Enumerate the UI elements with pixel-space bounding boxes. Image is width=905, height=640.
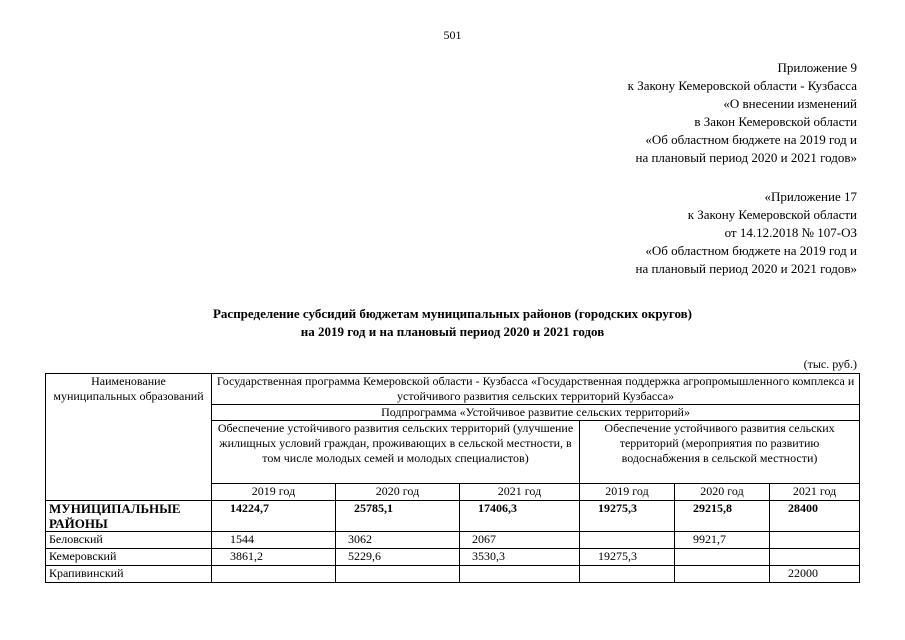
cell-value [770,532,860,549]
year-header: 2020 год [336,484,460,501]
subsidy-table [45,373,860,583]
year-header: 2021 год [460,484,580,501]
appendix-line: на плановый период 2020 и 2021 годов» [635,261,857,276]
cell-value [675,549,770,566]
appendix-line: в Закон Кемеровской области [694,114,857,129]
cell-value: 2067 [460,532,580,549]
title-line-1: Распределение субсидий бюджетам муниципальных районов (городских округов) [212,306,692,321]
cell-value [580,532,675,549]
appendix-line: от 14.12.2018 № 107-ОЗ [724,225,857,240]
cell-value: 3861,2 [212,549,336,566]
year-header: 2019 год [580,484,675,501]
cell-value [336,566,460,583]
year-header: 2019 год [212,484,336,501]
appendix-line: к Закону Кемеровской области [687,207,857,222]
cell-value: 19275,3 [580,501,675,532]
appendix-original [636,188,858,278]
cell-value: 5229,6 [336,549,460,566]
appendix-header [628,59,857,167]
subprogram-header: Подпрограмма «Устойчивое развитие сельских территорий» [212,405,860,421]
table-row [46,532,860,549]
row-name: Крапивинский [46,566,212,583]
cell-value: 14224,7 [212,501,336,532]
appendix-line: на плановый период 2020 и 2021 годов» [635,150,857,165]
measure-housing-header: Обеспечение устойчивого развития сельских территорий (улучшение жилищных условий граждан, проживающих в сельской местности, в том числе молодых семей и молодых специалистов) [212,421,580,484]
year-header: 2020 год [675,484,770,501]
cell-value: 28400 [770,501,860,532]
cell-value [212,566,336,583]
units-label: (тыс. руб.) [803,357,857,371]
row-name: Кемеровский [46,549,212,566]
cell-value [580,566,675,583]
title-line-2: на 2019 год и на плановый период 2020 и 2021 годов [300,324,605,339]
name-column-header: Наименование муниципальных образований [46,374,212,501]
row-name: Беловский [46,532,212,549]
cell-value: 1544 [212,532,336,549]
cell-value: 22000 [770,566,860,583]
document-title [0,305,905,341]
program-header: Государственная программа Кемеровской области - Кузбасса «Государственная поддержка агропромышленного комплекса и устойчивого развития сельских территорий Кузбасса» [212,374,860,405]
page-number: 501 [443,28,462,42]
row-name: МУНИЦИПАЛЬНЫЕ РАЙОНЫ [46,501,212,532]
appendix-line: Приложение 9 [777,60,857,75]
cell-value [675,566,770,583]
appendix-line: «О внесении изменений [723,96,857,111]
cell-value: 17406,3 [460,501,580,532]
measure-water-header: Обеспечение устойчивого развития сельских территорий (мероприятия по развитию водоснабжения в сельской местности) [580,421,860,484]
cell-value: 19275,3 [580,549,675,566]
cell-value: 25785,1 [336,501,460,532]
cell-value [770,549,860,566]
total-row [46,501,860,532]
table-row [46,566,860,583]
cell-value [460,566,580,583]
appendix-line: к Закону Кемеровской области - Кузбасса [627,78,857,93]
table-row [46,549,860,566]
cell-value: 29215,8 [675,501,770,532]
appendix-line: «Об областном бюджете на 2019 год и [645,243,857,258]
cell-value: 3530,3 [460,549,580,566]
appendix-line: «Приложение 17 [764,189,857,204]
appendix-line: «Об областном бюджете на 2019 год и [645,132,857,147]
cell-value: 3062 [336,532,460,549]
year-header: 2021 год [770,484,860,501]
cell-value: 9921,7 [675,532,770,549]
